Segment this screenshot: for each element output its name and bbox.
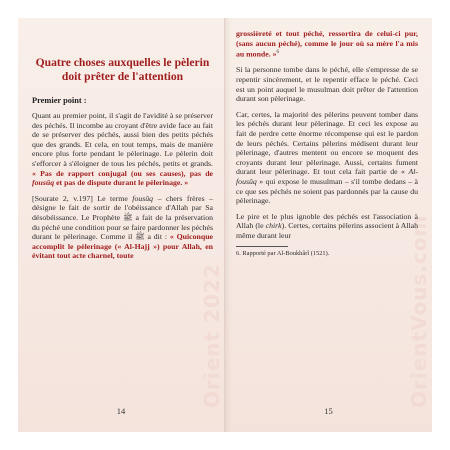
quran-quote-end: et pas de dispute durant le pèlerinage. » (56, 178, 189, 188)
section-heading: Premier point : (32, 96, 87, 105)
arabic-term: fousûq (32, 178, 55, 188)
arabic-term: Al-fousûq (236, 167, 418, 186)
page-number: 15 (324, 406, 333, 416)
right-page (225, 18, 432, 432)
watermark: OrientVous.com (407, 214, 431, 408)
hadith-quote: « Quiconque accomplit le pèlerinage (« Al-Hajj ») pour Allah, en évitant tout acte charnel, toute (32, 232, 213, 261)
chapter-title: Quatre choses auxquelles le pèlerin doit prêter de l'attention (35, 56, 210, 83)
left-page (18, 18, 225, 432)
footnote-ref: 6 (276, 50, 280, 56)
footnote-divider (236, 246, 288, 247)
paragraph: Le pire et le plus ignoble des péchés est l'association à Allah (le chirk). Certes, certains pèlerins associent à Allah même durant leur (236, 211, 419, 240)
paragraph (236, 29, 418, 59)
arabic-term: chirk (265, 221, 282, 231)
paragraph: Quant au premier point, il s'agit de l'avidité à se préserver des péchés. Il incombe au croyant d'être avide face au fait de se préserver des péchés, aussi bien des petits péchés que des grands. Et cela, en tout temps, mais de manière encore plus forte pendant le pèlerinage. Le pèlerin doit s'efforcer à s'éloigner de tous les péchés, petits et grands. « Pas de rapport conjugal (ou ses causes), pas de fousûq et pas de dispute durant le pèlerinage. » (32, 111, 213, 188)
footnote: 6. Rapporté par Al-Boukhârî (1521). (236, 250, 330, 258)
page-number: 14 (116, 406, 126, 416)
paragraph: Car, certes, la majorité des pèlerins peuvent tomber dans les péchés durant leur pèlerinage. Et ceci les expose au fait de perdre cette énorme récompense qui est le pardon de leurs péchés. Certains pèlerins médisent durant leur pèlerinage, d'autres mentent ou encore se moquent des croyants durant leur pèlerinage. Aussi, certains fument durant leur pèlerinage. Et tout cela fait partie de « Al-fousûq » qui expose le musulman – s'il tombe dedans – à ce que ses péchés ne soient pas pardonnés par la cause du pèlerinage. (236, 109, 418, 206)
arabic-term: fousûq (132, 193, 154, 203)
quran-quote: « Pas de rapport conjugal (ou ses causes), pas de (32, 168, 213, 178)
paragraph: [Sourate 2, v.197] Le terme fousûq – chers frères – désigne le fait de sortir de l'obéissance d'Allah par Sa désobéissance. Le Prophète ﷺ a fait de la préservation du péché une condition pour se faire pardonner les péchés durant le pèlerinage. Comme il ﷺ a dit : « Quiconque accomplit le pèlerinage (« Al-Hajj ») pour Allah, en évitant tout acte charnel, toute (32, 193, 213, 261)
watermark: Orient 2022 (200, 263, 224, 408)
paragraph: Si la personne tombe dans le péché, elle s'empresse de se repentir sincèrement, et le repentir efface le péché. Ceci est un point auquel le musulman doit prêter de l'attention durant son pèlerinage. (236, 65, 418, 104)
book-spread (18, 18, 432, 432)
hadith-quote: grossièreté et tout péché, ressortira de celui-ci pur, (sans aucun péché), comme le jour où sa mère l'a mis au monde. » (236, 29, 418, 59)
